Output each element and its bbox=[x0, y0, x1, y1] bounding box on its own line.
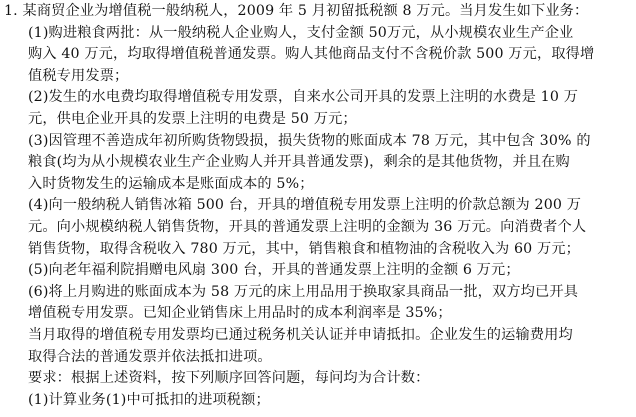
text-line: 增值税专用发票。已知企业销售床上用品时的成本利润率是 35%； bbox=[28, 305, 452, 322]
question-line: (1)计算业务(1)中可抵扣的进项税额； bbox=[28, 391, 270, 408]
text-line: 购入 40 万元，均取得增值税普通发票。购人其他商品支付不含税价款 500 万元，取得增 bbox=[28, 46, 595, 63]
text-line: (2)发生的水电费均取得增值税专用发票，自来水公司开具的发票上注明的水费是 10 万 bbox=[28, 89, 579, 106]
text-line: 当月取得的增值税专用发票均已通过税务机关认证并申请抵扣。企业发生的运输费用均 bbox=[28, 326, 573, 343]
text-line: 值税专用发票； bbox=[28, 67, 129, 84]
text-line: (6)将上月购进的账面成本为 58 万元的床上用品用于换取家具商品一批，双方均已开具 bbox=[28, 283, 579, 300]
text-line: (5)向老年福利院捐赠电风扇 300 台，开具的普通发票上注明的金额 6 万元； bbox=[28, 262, 520, 279]
text-line: 销售货物，取得含税收入 780 万元，其中，销售粮食和植物油的含税收入为 60 万元； bbox=[28, 240, 580, 257]
text-line: 元。向小规模纳税人销售货物，开具的普通发票上注明的金额为 36 万元。向消费者个人 bbox=[28, 218, 587, 235]
text-line: 元，供电企业开具的发票上注明的电费是 50 万元； bbox=[28, 110, 357, 127]
text-line: 取得合法的普通发票并依法抵扣进项。 bbox=[28, 348, 272, 365]
text-line: (4)向一般纳税人销售冰箱 500 台，开具的增值税专用发票上注明的价款总额为 200 万 bbox=[28, 197, 582, 214]
text-line: 粮食(均为从小规模农业生产企业购人并开具普通发票)，剩余的是其他货物，并且在购 bbox=[28, 154, 570, 171]
text-line: 入时货物发生的运输成本是账面成本的 5%； bbox=[28, 175, 314, 192]
text-line: (1)购进粮食两批：从一般纳税人企业购人，支付金额 50万元，从小规模农业生产企业 bbox=[28, 24, 574, 41]
text-line: (3)因管理不善造成年初所购货物毁损，损失货物的账面成本 78 万元，其中包含 30% 的 bbox=[28, 132, 591, 149]
problem-heading: 1. 某商贸企业为增值税一般纳税人，2009 年 5 月初留抵税额 8 万元。当月发生如下业务： bbox=[4, 3, 589, 19]
requirements-heading: 要求：根据上述资料，按下列顺序回答问题，每问均为合计数： bbox=[28, 370, 430, 387]
